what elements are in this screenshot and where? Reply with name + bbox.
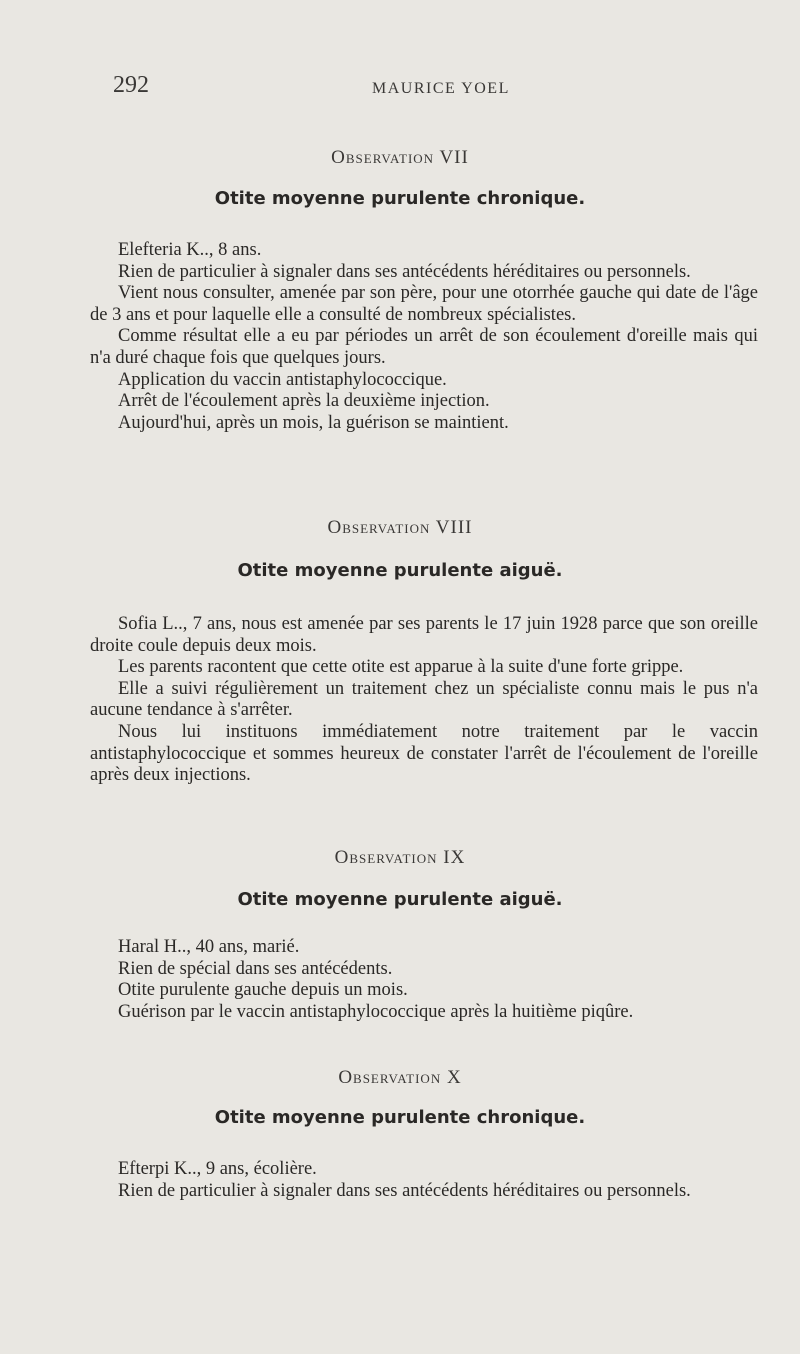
paragraph: Guérison par le vaccin antistaphylococcique après la huitième piqûre. — [118, 1001, 634, 1022]
observation-heading: Observation VIII — [327, 517, 473, 538]
observation-subtitle: Otite moyenne purulente aiguë. — [237, 560, 563, 581]
running-head: MAURICE YOEL — [372, 80, 510, 97]
paragraph: Otite purulente gauche depuis un mois. — [118, 980, 408, 1001]
paragraph: Aujourd'hui, après un mois, la guérison se maintient. — [118, 412, 509, 433]
observation-heading: Observation IX — [334, 847, 466, 868]
page-header — [0, 70, 800, 110]
observation-body — [90, 1159, 758, 1202]
paragraph: Application du vaccin antistaphylococcique. — [118, 369, 447, 390]
observation-subtitle: Otite moyenne purulente chronique. — [214, 188, 586, 209]
paragraph: Elefteria K.., 8 ans. — [118, 240, 262, 260]
paragraph: Arrêt de l'écoulement après la deuxième injection. — [118, 391, 490, 412]
paragraph: Elle a suivi régulièrement un traitement chez un spécialiste connu mais le pus n'a aucune tendance à s'arrêter. — [90, 678, 758, 721]
observation-subtitle: Otite moyenne purulente aiguë. — [237, 889, 563, 910]
observation-heading: Observation X — [338, 1067, 462, 1088]
paragraph: Les parents racontent que cette otite est apparue à la suite d'une forte grippe. — [118, 657, 684, 678]
observation-heading: Observation VII — [331, 147, 469, 168]
observation-body — [90, 937, 758, 1023]
paragraph: Efterpi K.., 9 ans, écolière. — [118, 1159, 317, 1179]
observation-body — [90, 240, 758, 434]
paragraph: Haral H.., 40 ans, marié. — [118, 937, 300, 957]
observation-body — [90, 614, 758, 787]
paragraph: Nous lui instituons immédiatement notre traitement par le vaccin antistaphylococcique et sommes heureux de constater l'arrêt de l'écoulement de l'oreille après deux injections. — [90, 721, 758, 786]
paragraph: Comme résultat elle a eu par périodes un arrêt de son écoulement d'oreille mais qui n'a duré chaque fois que quelques jours. — [90, 326, 758, 368]
paragraph: Rien de spécial dans ses antécédents. — [118, 958, 393, 979]
paragraph: Sofia L.., 7 ans, nous est amenée par ses parents le 17 juin 1928 parce que son oreille droite coule depuis deux mois. — [90, 614, 758, 656]
observation-subtitle: Otite moyenne purulente chronique. — [214, 1107, 586, 1128]
paragraph: Rien de particulier à signaler dans ses antécédents héréditaires ou personnels. — [118, 1180, 691, 1201]
page-number: 292 — [113, 72, 149, 98]
paragraph: Vient nous consulter, amenée par son père, pour une otorrhée gauche qui date de l'âge de 3 ans et pour laquelle elle a consulté de nombreux spécialistes. — [90, 283, 758, 325]
paragraph: Rien de particulier à signaler dans ses antécédents héréditaires ou personnels. — [118, 261, 691, 282]
